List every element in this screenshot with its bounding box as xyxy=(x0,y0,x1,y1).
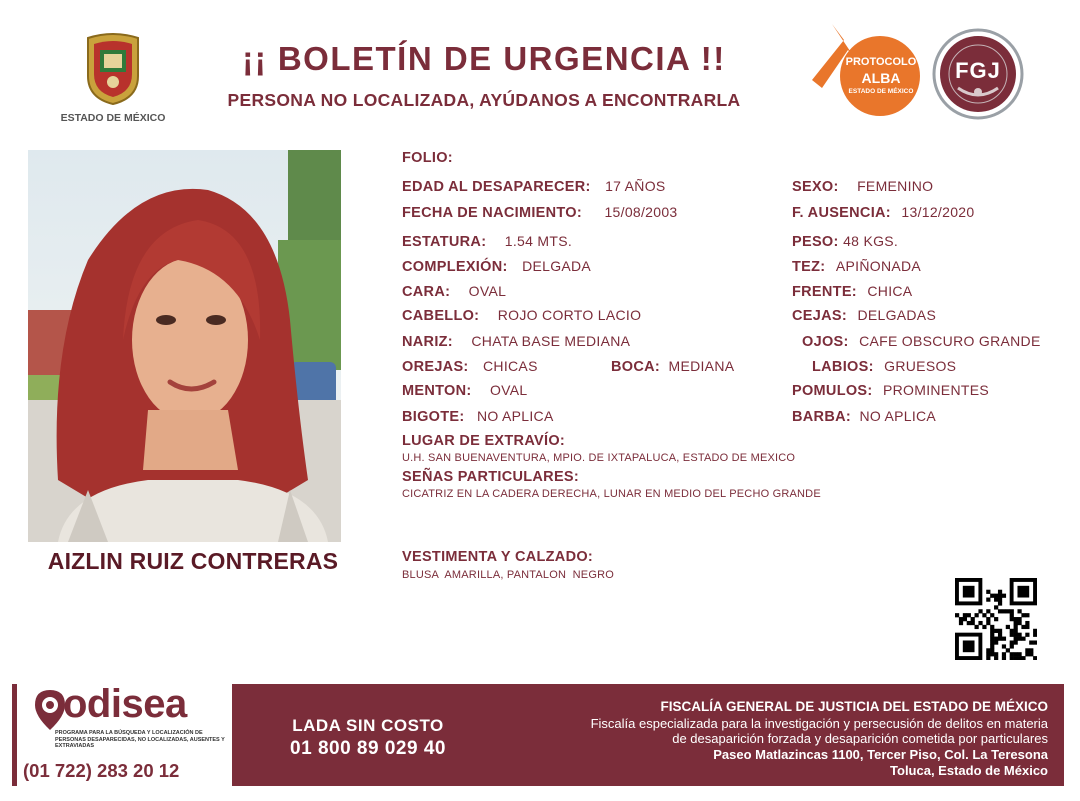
estatura-value: 1.54 MTS. xyxy=(504,233,573,249)
address-line1: Paseo Matlazincas 1100, Tercer Piso, Col. La Teresona xyxy=(713,747,1048,762)
field-cabello xyxy=(402,307,641,325)
odisea-phone: (01 722) 283 20 12 xyxy=(23,760,180,781)
protocolo-alba-logo xyxy=(808,20,926,120)
bigote-value: NO APLICA xyxy=(476,408,554,424)
bulletin-subtitle: PERSONA NO LOCALIZADA, AYÚDANOS A ENCONTRARLA xyxy=(227,90,741,110)
pomulos-value: PROMINENTES xyxy=(883,382,989,398)
estatura-label: ESTATURA: xyxy=(402,234,487,250)
protocolo-label: PROTOCOLO xyxy=(845,56,917,68)
field-nacimiento xyxy=(402,204,678,222)
ojos-label: OJOS: xyxy=(802,334,849,350)
field-frente xyxy=(792,283,912,301)
nariz-value: CHATA BASE MEDIANA xyxy=(471,333,631,349)
field-ojos xyxy=(802,333,1041,351)
lugar-label: LUGAR DE EXTRAVÍO: xyxy=(402,433,566,449)
labios-label: LABIOS: xyxy=(812,359,874,375)
senas-label: SEÑAS PARTICULARES: xyxy=(402,469,580,485)
nariz-label: NARIZ: xyxy=(402,334,453,350)
person-name: AIZLIN RUIZ CONTRERAS xyxy=(47,548,339,574)
field-estatura xyxy=(402,233,572,251)
labios-value: GRUESOS xyxy=(884,358,957,374)
vestimenta-label: VESTIMENTA Y CALZADO: xyxy=(402,549,594,565)
odisea-wordmark: odisea xyxy=(63,682,187,726)
field-peso xyxy=(792,233,898,251)
fiscalia-title: FISCALÍA GENERAL DE JUSTICIA DEL ESTADO DE MÉXICO xyxy=(660,699,1048,714)
tez-value: APIÑONADA xyxy=(835,258,922,274)
tez-label: TEZ: xyxy=(792,259,826,275)
cara-value: OVAL xyxy=(468,283,507,299)
field-cejas xyxy=(792,307,936,325)
edad-value: 17 AÑOS xyxy=(605,178,666,194)
field-edad xyxy=(402,178,666,196)
cejas-label: CEJAS: xyxy=(792,308,847,324)
field-ausencia xyxy=(792,204,974,222)
field-folio xyxy=(402,149,453,167)
nacimiento-value: 15/08/2003 xyxy=(604,204,678,220)
cara-label: CARA: xyxy=(402,284,451,300)
field-sexo xyxy=(792,178,933,196)
lada-number: 01 800 89 029 40 xyxy=(290,738,446,759)
field-nariz xyxy=(402,333,630,351)
fgj-label: FGJ xyxy=(955,58,1001,83)
frente-value: CHICA xyxy=(867,283,913,299)
lada-title: LADA SIN COSTO xyxy=(292,716,444,735)
sexo-value: FEMENINO xyxy=(857,178,934,194)
orejas-label: OREJAS: xyxy=(402,359,469,375)
cabello-label: CABELLO: xyxy=(402,308,480,324)
field-menton xyxy=(402,382,527,400)
estado-de-mexico-label: ESTADO DE MÉXICO xyxy=(60,112,166,124)
field-pomulos xyxy=(792,382,989,400)
menton-label: MENTON: xyxy=(402,383,472,399)
odisea-panel xyxy=(12,684,235,786)
boca-label: BOCA: xyxy=(611,359,661,375)
peso-label: PESO: xyxy=(792,234,839,250)
ausencia-value: 13/12/2020 xyxy=(901,204,975,220)
field-complexion xyxy=(402,258,591,276)
field-boca xyxy=(611,358,734,376)
address-line2: Toluca, Estado de México xyxy=(890,763,1048,778)
vestimenta-value: BLUSA AMARILLA, PANTALON NEGRO xyxy=(402,569,614,581)
field-labios xyxy=(812,358,956,376)
bigote-label: BIGOTE: xyxy=(402,409,465,425)
ojos-value: CAFE OBSCURO GRANDE xyxy=(859,333,1041,349)
field-bigote xyxy=(402,408,554,426)
nacimiento-label: FECHA DE NACIMIENTO: xyxy=(402,205,582,221)
missing-person-photo xyxy=(28,150,341,542)
senas-value: CICATRIZ EN LA CADERA DERECHA, LUNAR EN MEDIO DEL PECHO GRANDE xyxy=(402,488,821,500)
complexion-value: DELGADA xyxy=(522,258,592,274)
menton-value: OVAL xyxy=(489,382,528,398)
folio-label: FOLIO: xyxy=(402,150,453,166)
ausencia-label: F. AUSENCIA: xyxy=(792,205,891,221)
bulletin-title: ¡¡ BOLETÍN DE URGENCIA !! xyxy=(242,40,726,77)
field-cara xyxy=(402,283,506,301)
cabello-value: ROJO CORTO LACIO xyxy=(497,307,642,323)
orejas-value: CHICAS xyxy=(483,358,538,374)
odisea-pin-icon xyxy=(33,688,67,732)
qr-code[interactable] xyxy=(955,578,1037,660)
cejas-value: DELGADAS xyxy=(857,307,937,323)
pomulos-label: POMULOS: xyxy=(792,383,873,399)
barba-value: NO APLICA xyxy=(859,408,937,424)
fgj-logo xyxy=(932,28,1024,120)
fiscalia-line2: de desaparición forzada y desaparición cometida por particulares xyxy=(672,731,1048,746)
field-tez xyxy=(792,258,921,276)
boca-value: MEDIANA xyxy=(668,358,735,374)
odisea-caption: PROGRAMA PARA LA BÚSQUEDA Y LOCALIZACIÓN DE PERSONAS DESAPARECIDAS, NO LOCALIZADAS, AUSENTES Y EXTRAVIADAS xyxy=(55,730,225,749)
protocolo-state-label: ESTADO DE MÉXICO xyxy=(848,88,914,95)
fiscalia-line1: Fiscalía especializada para la investigación y persecusión de delitos en materia xyxy=(590,716,1048,731)
frente-label: FRENTE: xyxy=(792,284,857,300)
barba-label: BARBA: xyxy=(792,409,851,425)
lugar-value: U.H. SAN BUENAVENTURA, MPIO. DE IXTAPALUCA, ESTADO DE MEXICO xyxy=(402,452,796,464)
sexo-label: SEXO: xyxy=(792,179,839,195)
field-barba xyxy=(792,408,936,426)
peso-value: 48 KGS. xyxy=(843,233,899,249)
edad-label: EDAD AL DESAPARECER: xyxy=(402,179,591,195)
complexion-label: COMPLEXIÓN: xyxy=(402,259,508,275)
alba-label: ALBA xyxy=(861,70,901,86)
field-orejas xyxy=(402,358,538,376)
